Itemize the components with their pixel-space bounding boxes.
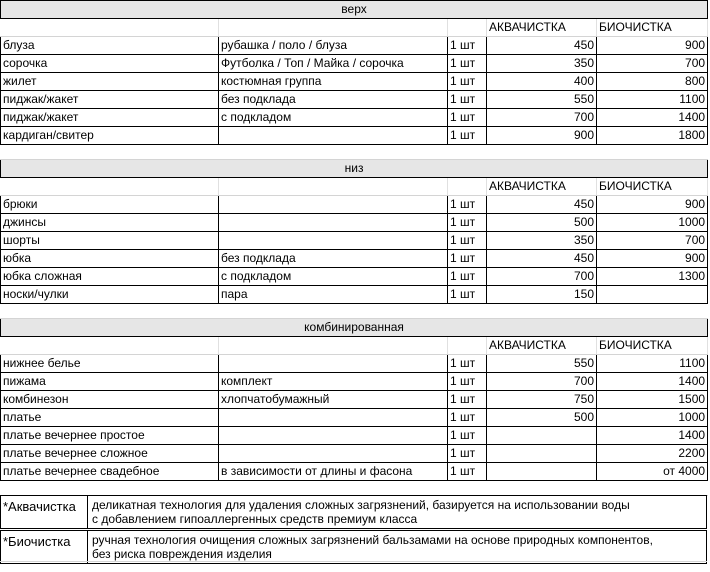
item-description: с подкладом bbox=[219, 268, 448, 286]
aqua-price: 450 bbox=[487, 37, 597, 55]
table-row bbox=[1, 268, 708, 286]
item-description bbox=[219, 427, 448, 445]
aqua-price: 700 bbox=[487, 373, 597, 391]
aqua-price bbox=[487, 427, 597, 445]
table-row bbox=[1, 445, 708, 463]
item-description: рубашка / поло / блуза bbox=[219, 37, 448, 55]
item-description: костюмная группа bbox=[219, 73, 448, 91]
item-description bbox=[219, 214, 448, 232]
aqua-price: 450 bbox=[487, 250, 597, 268]
spacer-cell bbox=[1, 481, 708, 496]
item-name: платье вечернее свадебное bbox=[1, 463, 219, 481]
item-name: брюки bbox=[1, 196, 219, 214]
item-description: пара bbox=[219, 286, 448, 304]
bio-price: 900 bbox=[597, 196, 708, 214]
item-name: пиджак/жакет bbox=[1, 91, 219, 109]
blank-cell bbox=[219, 178, 448, 196]
item-unit: 1 шт bbox=[448, 91, 487, 109]
table-row bbox=[1, 109, 708, 127]
section-title: комбинированная bbox=[1, 319, 708, 337]
item-unit: 1 шт bbox=[448, 73, 487, 91]
item-name: юбка сложная bbox=[1, 268, 219, 286]
table-row bbox=[1, 127, 708, 145]
item-description: без подклада bbox=[219, 250, 448, 268]
item-description: в зависимости от длины и фасона bbox=[219, 463, 448, 481]
table-row bbox=[1, 286, 708, 304]
bio-price: 2200 bbox=[597, 445, 708, 463]
aqua-price: 150 bbox=[487, 286, 597, 304]
table-row bbox=[1, 355, 708, 373]
item-unit: 1 шт bbox=[448, 196, 487, 214]
blank-cell bbox=[1, 337, 219, 355]
item-name: платье вечернее сложное bbox=[1, 445, 219, 463]
section-title-row bbox=[1, 160, 708, 178]
section-title-row bbox=[1, 319, 708, 337]
item-unit: 1 шт bbox=[448, 463, 487, 481]
bio-price: 900 bbox=[597, 250, 708, 268]
item-description: хлопчатобумажный bbox=[219, 391, 448, 409]
aqua-price: 550 bbox=[487, 355, 597, 373]
item-description: комплект bbox=[219, 373, 448, 391]
note-row bbox=[0, 495, 707, 529]
note-key: *Биочистка bbox=[1, 531, 88, 563]
item-description: без подклада bbox=[219, 91, 448, 109]
aqua-price: 350 bbox=[487, 55, 597, 73]
table-row bbox=[1, 37, 708, 55]
item-description bbox=[219, 232, 448, 250]
aqua-price: 500 bbox=[487, 214, 597, 232]
table-row bbox=[1, 196, 708, 214]
aqua-price: 750 bbox=[487, 391, 597, 409]
blank-cell bbox=[448, 19, 487, 37]
item-unit: 1 шт bbox=[448, 214, 487, 232]
item-name: кардиган/свитер bbox=[1, 127, 219, 145]
column-header-row bbox=[1, 178, 708, 196]
note-key: *Аквачистка bbox=[1, 496, 88, 528]
item-name: платье вечернее простое bbox=[1, 427, 219, 445]
table-row bbox=[1, 427, 708, 445]
section-title: низ bbox=[1, 160, 708, 178]
table-row bbox=[1, 73, 708, 91]
item-unit: 1 шт bbox=[448, 373, 487, 391]
spacer-row bbox=[1, 145, 708, 160]
blank-cell bbox=[1, 19, 219, 37]
item-description: Футболка / Топ / Майка / сорочка bbox=[219, 55, 448, 73]
item-unit: 1 шт bbox=[448, 109, 487, 127]
aqua-price: 700 bbox=[487, 268, 597, 286]
item-description: с подкладом bbox=[219, 109, 448, 127]
item-name: юбка bbox=[1, 250, 219, 268]
item-unit: 1 шт bbox=[448, 37, 487, 55]
table-row bbox=[1, 250, 708, 268]
table-row bbox=[1, 391, 708, 409]
table-row bbox=[1, 232, 708, 250]
bio-header: БИОЧИСТКА bbox=[597, 337, 708, 355]
item-unit: 1 шт bbox=[448, 391, 487, 409]
item-name: носки/чулки bbox=[1, 286, 219, 304]
blank-cell bbox=[448, 337, 487, 355]
item-description bbox=[219, 409, 448, 427]
bio-price: 800 bbox=[597, 73, 708, 91]
aqua-price: 400 bbox=[487, 73, 597, 91]
item-unit: 1 шт bbox=[448, 445, 487, 463]
blank-cell bbox=[219, 19, 448, 37]
empty-grid-row bbox=[0, 561, 707, 572]
aqua-header: АКВАЧИСТКА bbox=[487, 178, 597, 196]
bio-price: 700 bbox=[597, 232, 708, 250]
aqua-price: 550 bbox=[487, 91, 597, 109]
bio-price: 1500 bbox=[597, 391, 708, 409]
item-name: платье bbox=[1, 409, 219, 427]
item-unit: 1 шт bbox=[448, 355, 487, 373]
blank-cell bbox=[448, 178, 487, 196]
aqua-price: 700 bbox=[487, 109, 597, 127]
bio-price: 1000 bbox=[597, 214, 708, 232]
spacer-cell bbox=[1, 145, 708, 160]
blank-cell bbox=[219, 337, 448, 355]
bio-price: от 4000 bbox=[597, 463, 708, 481]
item-unit: 1 шт bbox=[448, 127, 487, 145]
spacer-row bbox=[1, 481, 708, 496]
aqua-price: 500 bbox=[487, 409, 597, 427]
bio-price: 1800 bbox=[597, 127, 708, 145]
item-name: джинсы bbox=[1, 214, 219, 232]
column-header-row bbox=[1, 337, 708, 355]
table-row bbox=[1, 409, 708, 427]
table-row bbox=[1, 91, 708, 109]
aqua-price: 450 bbox=[487, 196, 597, 214]
bio-price: 1300 bbox=[597, 268, 708, 286]
aqua-price: 350 bbox=[487, 232, 597, 250]
item-name: пижама bbox=[1, 373, 219, 391]
column-header-row bbox=[1, 19, 708, 37]
table-row bbox=[1, 373, 708, 391]
note-text: ручная технология очищения сложных загрязнений бальзамами на основе природных компонентов, без риска повреждения изделия bbox=[92, 533, 653, 561]
item-unit: 1 шт bbox=[448, 409, 487, 427]
item-name: шорты bbox=[1, 232, 219, 250]
item-unit: 1 шт bbox=[448, 250, 487, 268]
blank-cell bbox=[1, 178, 219, 196]
item-unit: 1 шт bbox=[448, 268, 487, 286]
bio-price: 1100 bbox=[597, 91, 708, 109]
bio-price bbox=[597, 286, 708, 304]
item-name: блуза bbox=[1, 37, 219, 55]
table-row bbox=[1, 463, 708, 481]
section-title: верх bbox=[1, 1, 708, 19]
aqua-header: АКВАЧИСТКА bbox=[487, 337, 597, 355]
bio-price: 1400 bbox=[597, 427, 708, 445]
bio-price: 1400 bbox=[597, 109, 708, 127]
table-row bbox=[1, 55, 708, 73]
bio-price: 1000 bbox=[597, 409, 708, 427]
bio-price: 700 bbox=[597, 55, 708, 73]
note-text: деликатная технология для удаления сложных загрязнений, базируется на использовании воды с добавлением гипоаллергенных средств премиум класса bbox=[92, 498, 630, 526]
bio-price: 1400 bbox=[597, 373, 708, 391]
item-description bbox=[219, 196, 448, 214]
aqua-price bbox=[487, 445, 597, 463]
bio-header: БИОЧИСТКА bbox=[597, 19, 708, 37]
aqua-price bbox=[487, 463, 597, 481]
note-row bbox=[0, 530, 707, 564]
item-name: сорочка bbox=[1, 55, 219, 73]
table-row bbox=[1, 214, 708, 232]
item-unit: 1 шт bbox=[448, 427, 487, 445]
item-unit: 1 шт bbox=[448, 55, 487, 73]
item-name: пиджак/жакет bbox=[1, 109, 219, 127]
spacer-row bbox=[1, 304, 708, 319]
bio-price: 900 bbox=[597, 37, 708, 55]
item-name: комбинезон bbox=[1, 391, 219, 409]
item-description bbox=[219, 355, 448, 373]
item-description bbox=[219, 445, 448, 463]
aqua-header: АКВАЧИСТКА bbox=[487, 19, 597, 37]
item-name: нижнее белье bbox=[1, 355, 219, 373]
item-unit: 1 шт bbox=[448, 232, 487, 250]
spacer-cell bbox=[1, 304, 708, 319]
notes-block bbox=[0, 495, 707, 565]
bio-price: 1100 bbox=[597, 355, 708, 373]
item-name: жилет bbox=[1, 73, 219, 91]
bio-header: БИОЧИСТКА bbox=[597, 178, 708, 196]
aqua-price: 900 bbox=[487, 127, 597, 145]
item-description bbox=[219, 127, 448, 145]
item-unit: 1 шт bbox=[448, 286, 487, 304]
section-title-row bbox=[1, 1, 708, 19]
